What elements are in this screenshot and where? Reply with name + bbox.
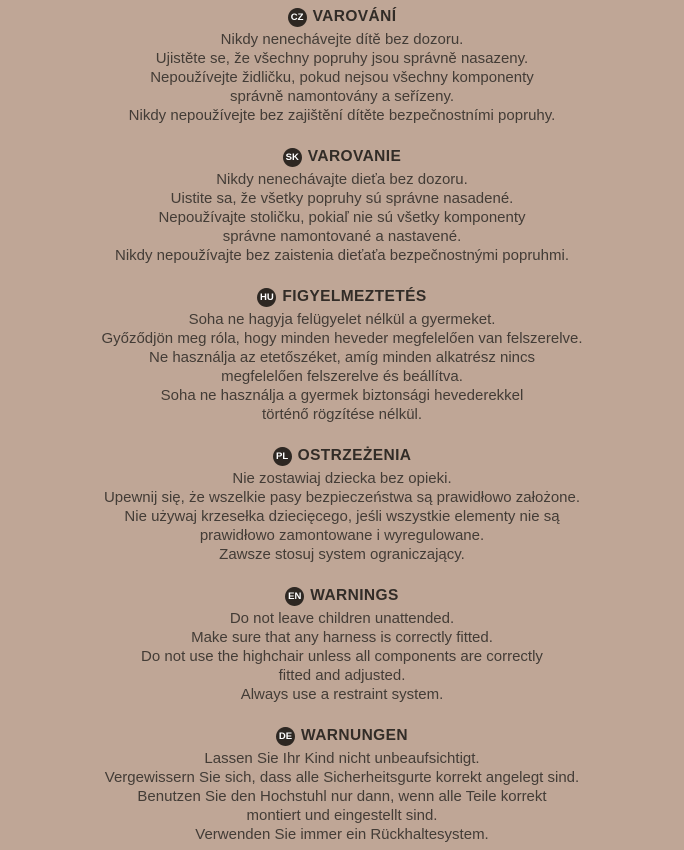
warning-line: Nie używaj krzesełka dziecięcego, jeśli wszystkie elementy nie są bbox=[124, 508, 560, 525]
language-badge-pl-icon: PL bbox=[273, 447, 292, 466]
warning-line: montiert und eingestellt sind. bbox=[246, 807, 438, 824]
warning-section-hu bbox=[0, 286, 684, 424]
section-title-sk: VAROVANIE bbox=[307, 148, 402, 165]
section-heading-pl bbox=[0, 445, 684, 467]
warning-line: Verwenden Sie immer ein Rückhaltesystem. bbox=[195, 826, 489, 843]
warning-line: správne namontované a nastavené. bbox=[222, 228, 462, 245]
language-badge-de-icon: DE bbox=[276, 727, 295, 746]
warning-line: Upewnij się, że wszelkie pasy bezpieczeństwa są prawidłowo założone. bbox=[103, 489, 581, 506]
warning-line: Soha ne használja a gyermek biztonsági hevederekkel bbox=[160, 387, 524, 404]
warning-line: Nepoužívajte stoličku, pokiaľ nie sú všetky komponenty bbox=[158, 209, 526, 226]
warning-line: Nikdy nenechávejte dítě bez dozoru. bbox=[220, 31, 464, 48]
language-badge-hu-icon: HU bbox=[257, 288, 276, 307]
section-title-cz: VAROVÁNÍ bbox=[312, 8, 397, 25]
warning-line: Vergewissern Sie sich, dass alle Sicherheitsgurte korrekt angelegt sind. bbox=[104, 769, 580, 786]
warning-section-de bbox=[0, 725, 684, 844]
section-heading-en bbox=[0, 585, 684, 607]
warning-line: správně namontovány a seřízeny. bbox=[229, 88, 454, 105]
warning-section-en bbox=[0, 585, 684, 704]
warning-line: fitted and adjusted. bbox=[278, 667, 406, 684]
warning-line: Nikdy nepoužívejte bez zajištění dítěte bezpečnostními popruhy. bbox=[128, 107, 556, 124]
section-heading-hu bbox=[0, 286, 684, 308]
warning-line: Always use a restraint system. bbox=[240, 686, 444, 703]
warning-section-pl bbox=[0, 445, 684, 564]
warning-line: Uistite sa, že všetky popruhy sú správne nasadené. bbox=[170, 190, 514, 207]
section-title-pl: OSTRZEŻENIA bbox=[297, 447, 412, 464]
warning-line: Benutzen Sie den Hochstuhl nur dann, wenn alle Teile korrekt bbox=[137, 788, 547, 805]
section-title-en: WARNINGS bbox=[310, 587, 399, 604]
warning-line: Nikdy nepoužívajte bez zaistenia dieťaťa bezpečnostnými popruhmi. bbox=[114, 247, 569, 264]
warning-line: történő rögzítése nélkül. bbox=[261, 406, 423, 423]
language-badge-sk-icon: SK bbox=[283, 148, 302, 167]
warning-section-sk bbox=[0, 146, 684, 265]
warning-line: Do not use the highchair unless all components are correctly bbox=[141, 648, 543, 665]
warning-line: Győződjön meg róla, hogy minden heveder megfelelően van felszerelve. bbox=[101, 330, 583, 347]
section-title-hu: FIGYELMEZTETÉS bbox=[282, 288, 427, 305]
warning-section-cz bbox=[0, 6, 684, 125]
warning-line: Ne használja az etetőszéket, amíg minden alkatrész nincs bbox=[148, 349, 536, 366]
section-heading-sk bbox=[0, 146, 684, 168]
section-heading-cz bbox=[0, 6, 684, 28]
warning-line: Lassen Sie Ihr Kind nicht unbeaufsichtigt. bbox=[204, 750, 480, 767]
warning-line: Zawsze stosuj system ograniczający. bbox=[219, 546, 465, 563]
warning-line: Nie zostawiaj dziecka bez opieki. bbox=[232, 470, 452, 487]
warning-line: Nepoužívejte židličku, pokud nejsou všechny komponenty bbox=[150, 69, 534, 86]
warning-line: Make sure that any harness is correctly fitted. bbox=[191, 629, 493, 646]
warning-line: Do not leave children unattended. bbox=[229, 610, 455, 627]
section-heading-de bbox=[0, 725, 684, 747]
language-badge-cz-icon: CZ bbox=[288, 8, 307, 27]
warning-line: Ujistěte se, že všechny popruhy jsou správně nasazeny. bbox=[155, 50, 529, 67]
warning-line: Soha ne hagyja felügyelet nélkül a gyermeket. bbox=[188, 311, 496, 328]
language-badge-en-icon: EN bbox=[285, 587, 304, 606]
warning-line: megfelelően felszerelve és beállítva. bbox=[221, 368, 463, 385]
section-title-de: WARNUNGEN bbox=[301, 727, 408, 744]
warning-line: prawidłowo zamontowane i wyregulowane. bbox=[199, 527, 485, 544]
warning-line: Nikdy nenechávajte dieťa bez dozoru. bbox=[216, 171, 468, 188]
